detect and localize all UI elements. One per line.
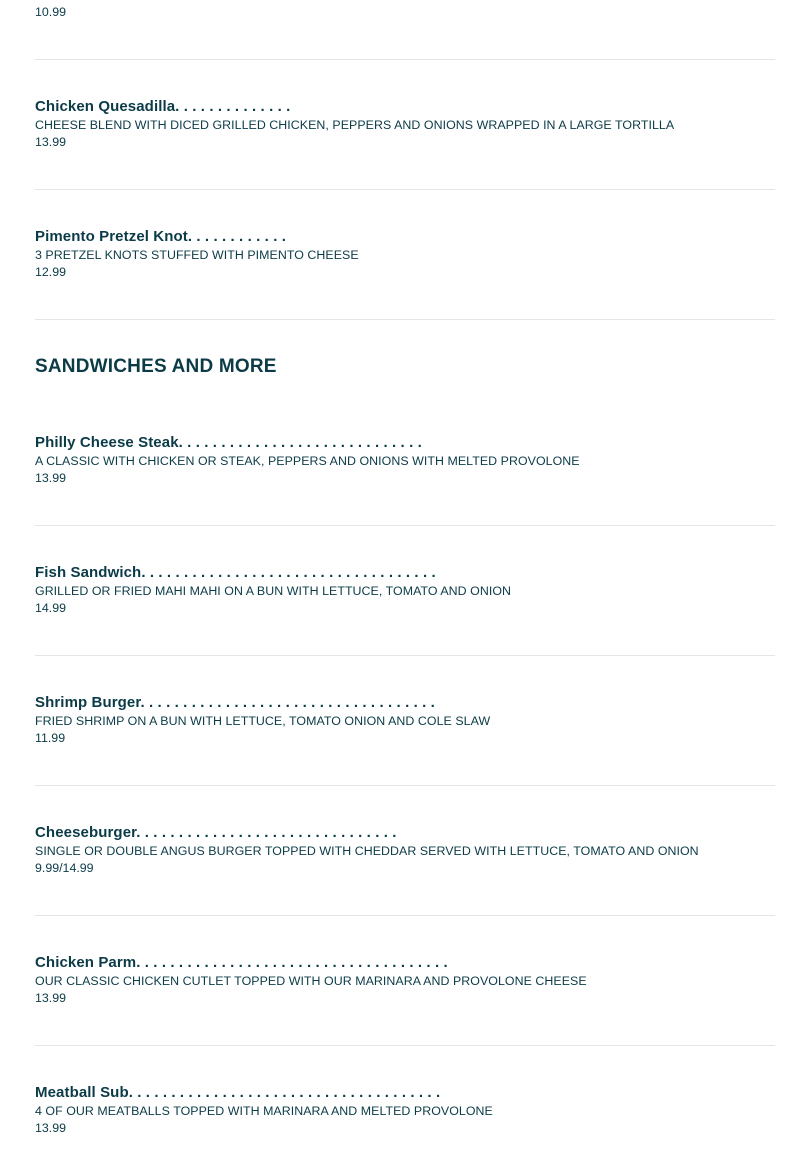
- divider: [35, 59, 775, 60]
- divider: [35, 1045, 775, 1046]
- item-name: Pimento Pretzel Knot. . . . . . . . . . . .: [35, 228, 287, 245]
- item-name: Chicken Quesadilla. . . . . . . . . . . . . .: [35, 98, 291, 115]
- item-price: 14.99: [35, 601, 67, 615]
- section-title: SANDWICHES AND MORE: [35, 356, 277, 377]
- divider: [35, 655, 775, 656]
- item-description: 3 PRETZEL KNOTS STUFFED WITH PIMENTO CHEESE: [35, 248, 359, 262]
- divider: [35, 785, 775, 786]
- item-price: 13.99: [35, 1121, 67, 1135]
- item-price: 11.99: [35, 731, 66, 745]
- item-name: Philly Cheese Steak. . . . . . . . . . . . . . . . . . . . . . . . . . . . .: [35, 434, 422, 451]
- divider: [35, 915, 775, 916]
- item-price: 9.99/14.99: [35, 861, 94, 875]
- menu-item-cheeseburger: [35, 824, 775, 877]
- item-price: 10.99: [35, 5, 67, 19]
- item-price: 13.99: [35, 135, 67, 149]
- menu-item-meatball-sub: [35, 1084, 775, 1137]
- menu-item-fish-sandwich: [35, 564, 775, 617]
- item-description: CHEESE BLEND WITH DICED GRILLED CHICKEN, PEPPERS AND ONIONS WRAPPED IN A LARGE TORTILLA: [35, 118, 675, 132]
- item-name: Fish Sandwich. . . . . . . . . . . . . . . . . . . . . . . . . . . . . . . . . . .: [35, 564, 436, 581]
- item-name: Meatball Sub. . . . . . . . . . . . . . . . . . . . . . . . . . . . . . . . . . . . .: [35, 1084, 441, 1101]
- item-price: 12.99: [35, 265, 67, 279]
- item-description: GRILLED OR FRIED MAHI MAHI ON A BUN WITH LETTUCE, TOMATO AND ONION: [35, 584, 512, 598]
- divider: [35, 189, 775, 190]
- item-description: FRIED SHRIMP ON A BUN WITH LETTUCE, TOMATO ONION AND COLE SLAW: [35, 714, 491, 728]
- menu-item-philly-cheese-steak: [35, 434, 775, 487]
- item-name: Cheeseburger. . . . . . . . . . . . . . . . . . . . . . . . . . . . . . .: [35, 824, 397, 841]
- menu-item-chicken-parm: [35, 954, 775, 1007]
- menu-item-chicken-quesadilla: [35, 98, 775, 151]
- item-price: 13.99: [35, 471, 67, 485]
- item-name: Shrimp Burger. . . . . . . . . . . . . . . . . . . . . . . . . . . . . . . . . . .: [35, 694, 435, 711]
- menu-item-shrimp-burger: [35, 694, 775, 747]
- divider: [35, 525, 775, 526]
- menu-item-partial: [35, 4, 775, 21]
- menu-item-pimento-pretzel-knot: [35, 228, 775, 281]
- item-name: Chicken Parm. . . . . . . . . . . . . . . . . . . . . . . . . . . . . . . . . . . . .: [35, 954, 448, 971]
- divider: [35, 319, 775, 320]
- item-description: A CLASSIC WITH CHICKEN OR STEAK, PEPPERS AND ONIONS WITH MELTED PROVOLONE: [35, 454, 580, 468]
- item-description: SINGLE OR DOUBLE ANGUS BURGER TOPPED WITH CHEDDAR SERVED WITH LETTUCE, TOMATO AND ONION: [35, 844, 699, 858]
- item-description: 4 OF OUR MEATBALLS TOPPED WITH MARINARA AND MELTED PROVOLONE: [35, 1104, 493, 1118]
- item-description: OUR CLASSIC CHICKEN CUTLET TOPPED WITH OUR MARINARA AND PROVOLONE CHEESE: [35, 974, 587, 988]
- item-price: 13.99: [35, 991, 67, 1005]
